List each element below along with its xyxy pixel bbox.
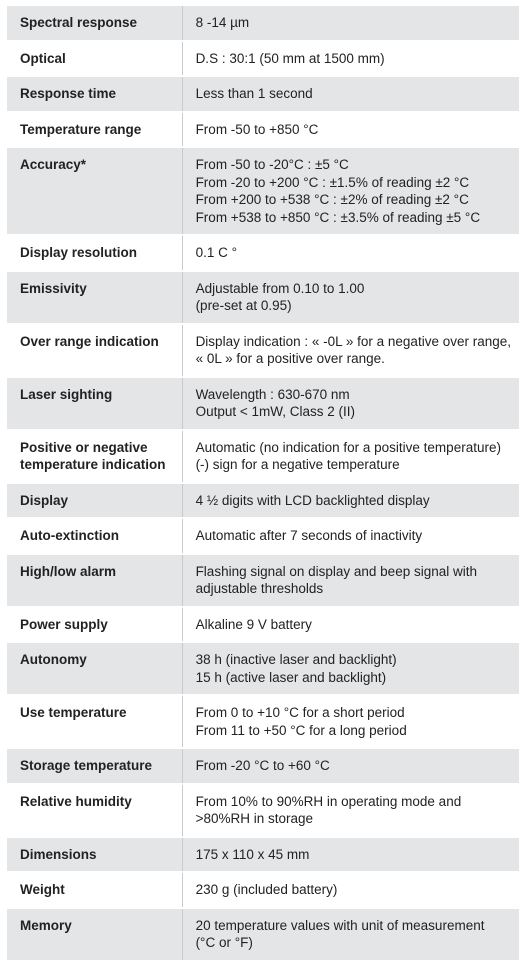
spec-value [182, 872, 519, 908]
spec-label-line: Dimensions [20, 846, 97, 862]
spec-label-line: temperature indication [20, 457, 166, 472]
spec-row [7, 112, 519, 148]
spec-value [182, 642, 519, 695]
spec-value [182, 6, 519, 41]
spec-label-line: Auto-extinction [20, 528, 119, 543]
specifications-table [7, 6, 519, 962]
spec-row [7, 908, 519, 961]
spec-label [7, 235, 182, 271]
spec-row [7, 76, 519, 112]
spec-label [7, 76, 182, 112]
spec-label-line: Temperature range [20, 121, 142, 137]
spec-value [182, 430, 519, 483]
spec-row [7, 607, 519, 643]
spec-row [7, 748, 519, 784]
spec-value-line: « 0L » for a positive over range. [195, 351, 385, 366]
spec-row [7, 41, 519, 77]
spec-label-line: Use temperature [20, 705, 127, 720]
spec-label-line: Laser sighting [20, 386, 113, 402]
spec-value-line: From 11 to +50 °C for a long period [195, 722, 407, 738]
spec-value-line: From 0 to +10 °C for a short period [195, 705, 405, 720]
spec-value [182, 518, 519, 554]
spec-value-line: (-) sign for a negative temperature [195, 457, 400, 472]
spec-label [7, 324, 182, 377]
spec-value-line: Output < 1mW, Class 2 (II) [195, 404, 355, 419]
spec-label-line: Autonomy [20, 652, 87, 667]
spec-value-line: From -20 °C to +60 °C [195, 758, 330, 773]
specifications-body [7, 6, 519, 961]
spec-value-line: 175 x 110 x 45 mm [195, 846, 310, 862]
spec-value [182, 784, 519, 837]
spec-label [7, 748, 182, 784]
spec-value-line: Display indication : « -0L » for a negative over range, [195, 333, 511, 349]
spec-value-line: From -20 to +200 °C : ±1.5% of reading ±2 °C [195, 174, 470, 190]
spec-value-line: 15 h (active laser and backlight) [195, 669, 387, 685]
spec-value-line: (°C or °F) [195, 935, 253, 950]
spec-value [182, 377, 519, 430]
spec-label-line: Response time [20, 86, 117, 101]
spec-row [7, 518, 519, 554]
spec-label [7, 908, 182, 961]
spec-value-line: From +538 to +850 °C : ±3.5% of reading ±5 °C [195, 209, 481, 225]
spec-value-line: From -50 to -20°C : ±5 °C [195, 157, 349, 172]
spec-value-line: >80%RH in storage [195, 811, 314, 826]
spec-value-line: 230 g (included battery) [195, 882, 338, 897]
spec-value-line: (pre-set at 0.95) [195, 298, 292, 313]
spec-label-line: Over range indication [20, 333, 159, 349]
spec-label-line: Memory [20, 917, 72, 933]
spec-value [182, 112, 519, 148]
spec-value [182, 695, 519, 748]
spec-label [7, 147, 182, 235]
spec-label-line: Optical [20, 50, 66, 66]
spec-label [7, 784, 182, 837]
spec-value [182, 76, 519, 112]
spec-label [7, 554, 182, 607]
spec-label [7, 695, 182, 748]
spec-value-line: adjustable thresholds [195, 581, 324, 596]
spec-value [182, 324, 519, 377]
spec-value [182, 483, 519, 519]
spec-value-line: 8 -14 µm [195, 15, 250, 30]
spec-label-line: Emissivity [20, 280, 87, 296]
spec-value [182, 908, 519, 961]
spec-value [182, 235, 519, 271]
spec-row [7, 147, 519, 235]
spec-value-line: From -50 to +850 °C [195, 121, 319, 137]
spec-label [7, 377, 182, 430]
spec-label [7, 642, 182, 695]
spec-label-line: Display [20, 492, 69, 508]
spec-value-line: Flashing signal on display and beep signal with [195, 563, 477, 579]
spec-label [7, 837, 182, 873]
spec-label [7, 271, 182, 324]
spec-value-line: Less than 1 second [195, 86, 313, 101]
spec-label [7, 41, 182, 77]
spec-label [7, 607, 182, 643]
spec-label-line: Storage temperature [20, 758, 153, 773]
spec-label [7, 518, 182, 554]
spec-row [7, 271, 519, 324]
spec-label [7, 6, 182, 41]
spec-value-line: Automatic (no indication for a positive temperature) [195, 439, 501, 455]
spec-value-line: From +200 to +538 °C : ±2% of reading ±2 °C [195, 192, 469, 207]
spec-row [7, 642, 519, 695]
spec-row [7, 784, 519, 837]
spec-value [182, 147, 519, 235]
spec-value-line: Alkaline 9 V battery [195, 616, 312, 632]
spec-value-line: Wavelength : 630-670 nm [195, 386, 350, 402]
spec-value-line: 4 ½ digits with LCD backlighted display [195, 492, 430, 508]
spec-label-line: Power supply [20, 616, 108, 632]
spec-row [7, 6, 519, 41]
spec-label [7, 112, 182, 148]
spec-value-line: D.S : 30:1 (50 mm at 1500 mm) [195, 50, 385, 66]
spec-value [182, 271, 519, 324]
spec-label-line: Spectral response [20, 15, 138, 30]
spec-row [7, 554, 519, 607]
spec-row [7, 377, 519, 430]
spec-value [182, 554, 519, 607]
spec-value-line: 0.1 C ° [195, 245, 237, 260]
spec-row [7, 837, 519, 873]
spec-value [182, 41, 519, 77]
spec-label [7, 430, 182, 483]
spec-value [182, 607, 519, 643]
spec-label [7, 483, 182, 519]
spec-value-line: Automatic after 7 seconds of inactivity [195, 528, 423, 543]
spec-label-line: Weight [20, 882, 65, 897]
spec-label [7, 872, 182, 908]
spec-row [7, 430, 519, 483]
spec-label-line: High/low alarm [20, 563, 117, 579]
spec-label-line: Display resolution [20, 245, 138, 260]
spec-label-line: Positive or negative [20, 439, 148, 455]
spec-value-line: 38 h (inactive laser and backlight) [195, 652, 397, 667]
spec-value-line: Adjustable from 0.10 to 1.00 [195, 280, 365, 296]
spec-label-line: Relative humidity [20, 793, 132, 809]
spec-row [7, 695, 519, 748]
spec-row [7, 872, 519, 908]
spec-value-line: 20 temperature values with unit of measurement [195, 917, 485, 933]
spec-row [7, 235, 519, 271]
spec-row [7, 483, 519, 519]
spec-label-line: Accuracy* [20, 157, 87, 172]
spec-value [182, 748, 519, 784]
spec-value-line: From 10% to 90%RH in operating mode and [195, 793, 462, 809]
spec-row [7, 324, 519, 377]
spec-value [182, 837, 519, 873]
